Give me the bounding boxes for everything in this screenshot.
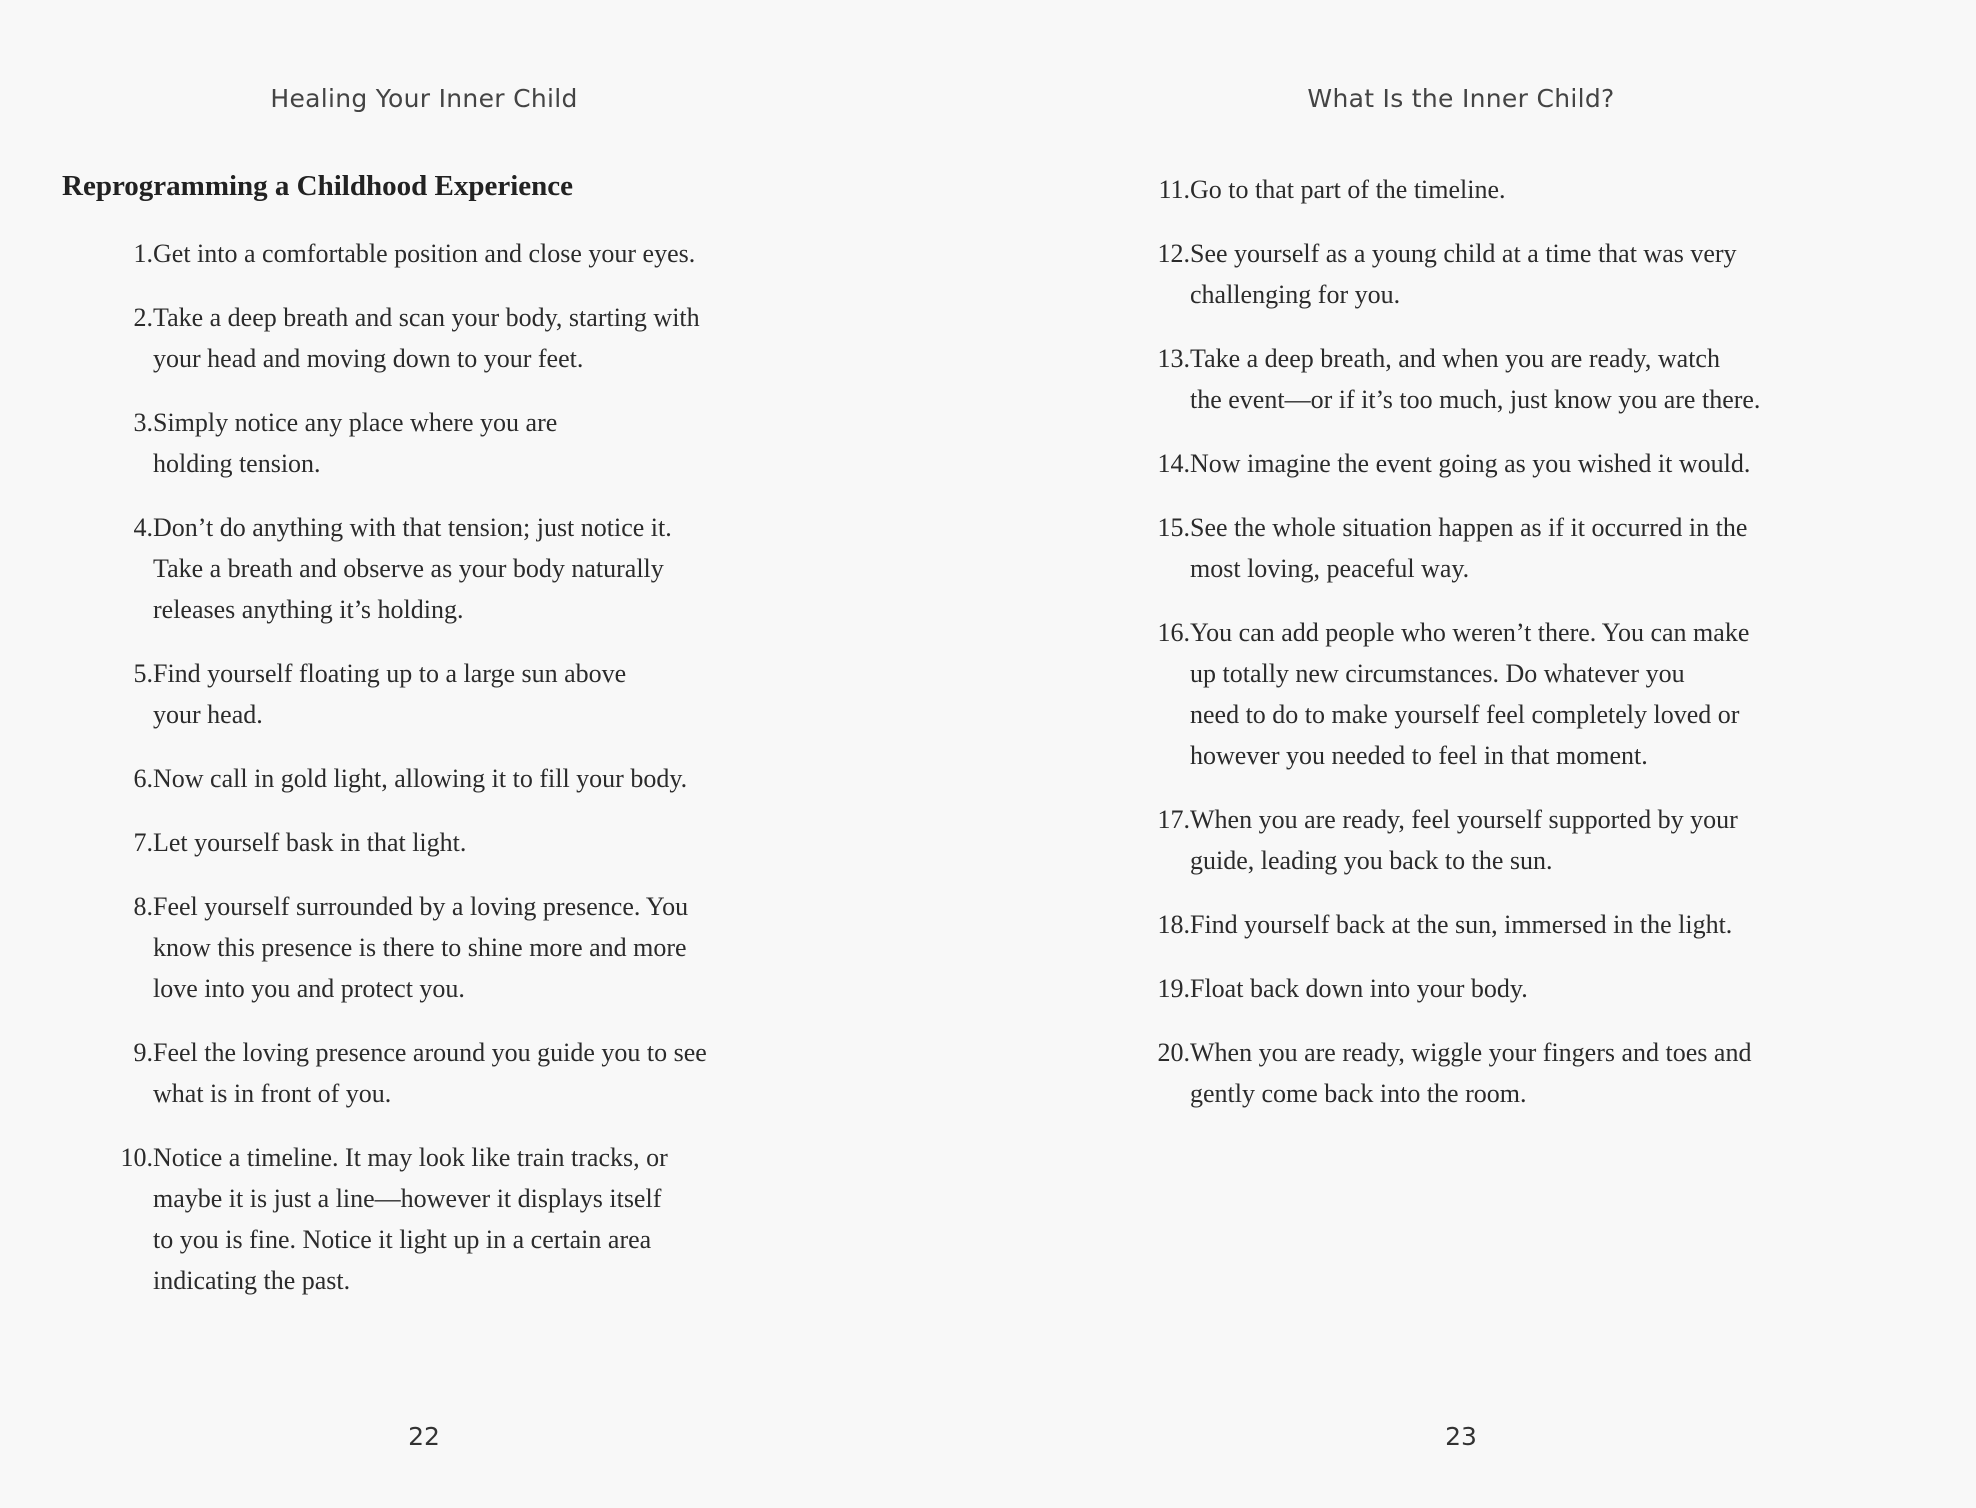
step-item bbox=[1140, 612, 1890, 776]
step-number: 7. bbox=[133, 828, 153, 857]
step-number: 14. bbox=[1157, 449, 1190, 478]
step-line: Get into a comfortable position and close your eyes. bbox=[153, 239, 696, 268]
step-line: indicating the past. bbox=[153, 1266, 351, 1295]
step-number: 6. bbox=[133, 764, 153, 793]
step-text bbox=[153, 233, 810, 274]
step-line: Feel yourself surrounded by a loving presence. You bbox=[153, 892, 689, 921]
step-item bbox=[1140, 169, 1890, 210]
step-line: Don’t do anything with that tension; just notice it. bbox=[153, 513, 672, 542]
step-text bbox=[1190, 233, 1890, 315]
step-number: 13. bbox=[1157, 344, 1190, 373]
step-item bbox=[1140, 1032, 1890, 1114]
step-line: Feel the loving presence around you guide you to see bbox=[153, 1038, 707, 1067]
step-line: up totally new circumstances. Do whatever you bbox=[1190, 659, 1685, 688]
step-number: 4. bbox=[133, 513, 153, 542]
step-number: 18. bbox=[1157, 910, 1190, 939]
step-text bbox=[153, 822, 810, 863]
step-line: gently come back into the room. bbox=[1190, 1079, 1527, 1108]
step-number: 16. bbox=[1157, 618, 1190, 647]
step-line: most loving, peaceful way. bbox=[1190, 554, 1470, 583]
step-line: Go to that part of the timeline. bbox=[1190, 175, 1506, 204]
step-number: 11. bbox=[1158, 175, 1190, 204]
step-text bbox=[1190, 904, 1890, 945]
step-text bbox=[153, 507, 810, 630]
step-line: See yourself as a young child at a time that was very bbox=[1190, 239, 1737, 268]
step-item bbox=[1140, 799, 1890, 881]
step-number: 20. bbox=[1157, 1038, 1190, 1067]
step-line: Now call in gold light, allowing it to fill your body. bbox=[153, 764, 688, 793]
step-item bbox=[90, 886, 810, 1009]
step-text bbox=[153, 1032, 810, 1114]
step-item bbox=[90, 1032, 810, 1114]
steps-list bbox=[1140, 169, 1890, 1137]
step-number: 17. bbox=[1157, 805, 1190, 834]
step-number: 3. bbox=[133, 408, 153, 437]
step-text bbox=[1190, 443, 1890, 484]
step-text bbox=[153, 886, 810, 1009]
step-item bbox=[90, 507, 810, 630]
step-line: to you is fine. Notice it light up in a certain area bbox=[153, 1225, 652, 1254]
step-item bbox=[90, 402, 810, 484]
step-line: know this presence is there to shine more and more bbox=[153, 933, 687, 962]
step-item bbox=[90, 297, 810, 379]
step-line: the event—or if it’s too much, just know you are there. bbox=[1190, 385, 1761, 414]
step-line: need to do to make yourself feel completely loved or bbox=[1190, 700, 1740, 729]
step-line: Let yourself bask in that light. bbox=[153, 828, 467, 857]
step-text bbox=[1190, 1032, 1890, 1114]
step-text bbox=[153, 297, 810, 379]
step-text bbox=[1190, 338, 1890, 420]
step-item bbox=[90, 1137, 810, 1301]
step-item bbox=[90, 233, 810, 274]
step-line: When you are ready, wiggle your fingers and toes and bbox=[1190, 1038, 1752, 1067]
step-text bbox=[1190, 968, 1890, 1009]
step-line: Simply notice any place where you are bbox=[153, 408, 558, 437]
step-line: Take a deep breath and scan your body, starting with bbox=[153, 303, 700, 332]
step-number: 1. bbox=[133, 239, 153, 268]
step-line: You can add people who weren’t there. You can make bbox=[1190, 618, 1750, 647]
step-number: 15. bbox=[1157, 513, 1190, 542]
step-line: Now imagine the event going as you wished it would. bbox=[1190, 449, 1751, 478]
running-head: What Is the Inner Child? bbox=[1307, 84, 1615, 113]
step-text bbox=[153, 402, 810, 484]
step-line: Take a deep breath, and when you are ready, watch bbox=[1190, 344, 1720, 373]
step-number: 19. bbox=[1157, 974, 1190, 1003]
step-item bbox=[1140, 968, 1890, 1009]
step-item bbox=[1140, 338, 1890, 420]
step-line: Take a breath and observe as your body naturally bbox=[153, 554, 664, 583]
step-line: When you are ready, feel yourself supported by your bbox=[1190, 805, 1738, 834]
step-line: guide, leading you back to the sun. bbox=[1190, 846, 1553, 875]
step-line: See the whole situation happen as if it occurred in the bbox=[1190, 513, 1748, 542]
step-line: love into you and protect you. bbox=[153, 974, 465, 1003]
step-line: holding tension. bbox=[153, 449, 321, 478]
step-number: 9. bbox=[133, 1038, 153, 1067]
step-line: maybe it is just a line—however it displays itself bbox=[153, 1184, 662, 1213]
step-number: 5. bbox=[133, 659, 153, 688]
step-text bbox=[1190, 612, 1890, 776]
step-item bbox=[1140, 507, 1890, 589]
step-text bbox=[153, 758, 810, 799]
step-line: Find yourself back at the sun, immersed in the light. bbox=[1190, 910, 1733, 939]
step-line: Find yourself floating up to a large sun above bbox=[153, 659, 627, 688]
step-item bbox=[90, 653, 810, 735]
step-number: 8. bbox=[133, 892, 153, 921]
step-line: your head and moving down to your feet. bbox=[153, 344, 584, 373]
right-page bbox=[988, 0, 1976, 1508]
step-item bbox=[1140, 233, 1890, 315]
step-text bbox=[1190, 799, 1890, 881]
step-text bbox=[153, 1137, 810, 1301]
step-number: 12. bbox=[1157, 239, 1190, 268]
page-number: 23 bbox=[1445, 1422, 1477, 1451]
step-line: Float back down into your body. bbox=[1190, 974, 1528, 1003]
step-item bbox=[90, 758, 810, 799]
step-line: challenging for you. bbox=[1190, 280, 1401, 309]
step-line: your head. bbox=[153, 700, 263, 729]
step-number: 2. bbox=[133, 303, 153, 332]
step-text bbox=[1190, 507, 1890, 589]
running-head: Healing Your Inner Child bbox=[270, 84, 578, 113]
step-item bbox=[1140, 443, 1890, 484]
steps-list bbox=[90, 233, 810, 1324]
step-line: what is in front of you. bbox=[153, 1079, 392, 1108]
step-text bbox=[153, 653, 810, 735]
section-title: Reprogramming a Childhood Experience bbox=[62, 170, 573, 202]
page-number: 22 bbox=[408, 1422, 440, 1451]
step-number: 10. bbox=[120, 1143, 153, 1172]
step-text bbox=[1190, 169, 1890, 210]
step-item bbox=[1140, 904, 1890, 945]
step-line: releases anything it’s holding. bbox=[153, 595, 464, 624]
step-item bbox=[90, 822, 810, 863]
step-line: Notice a timeline. It may look like train tracks, or bbox=[153, 1143, 668, 1172]
step-line: however you needed to feel in that moment. bbox=[1190, 741, 1648, 770]
